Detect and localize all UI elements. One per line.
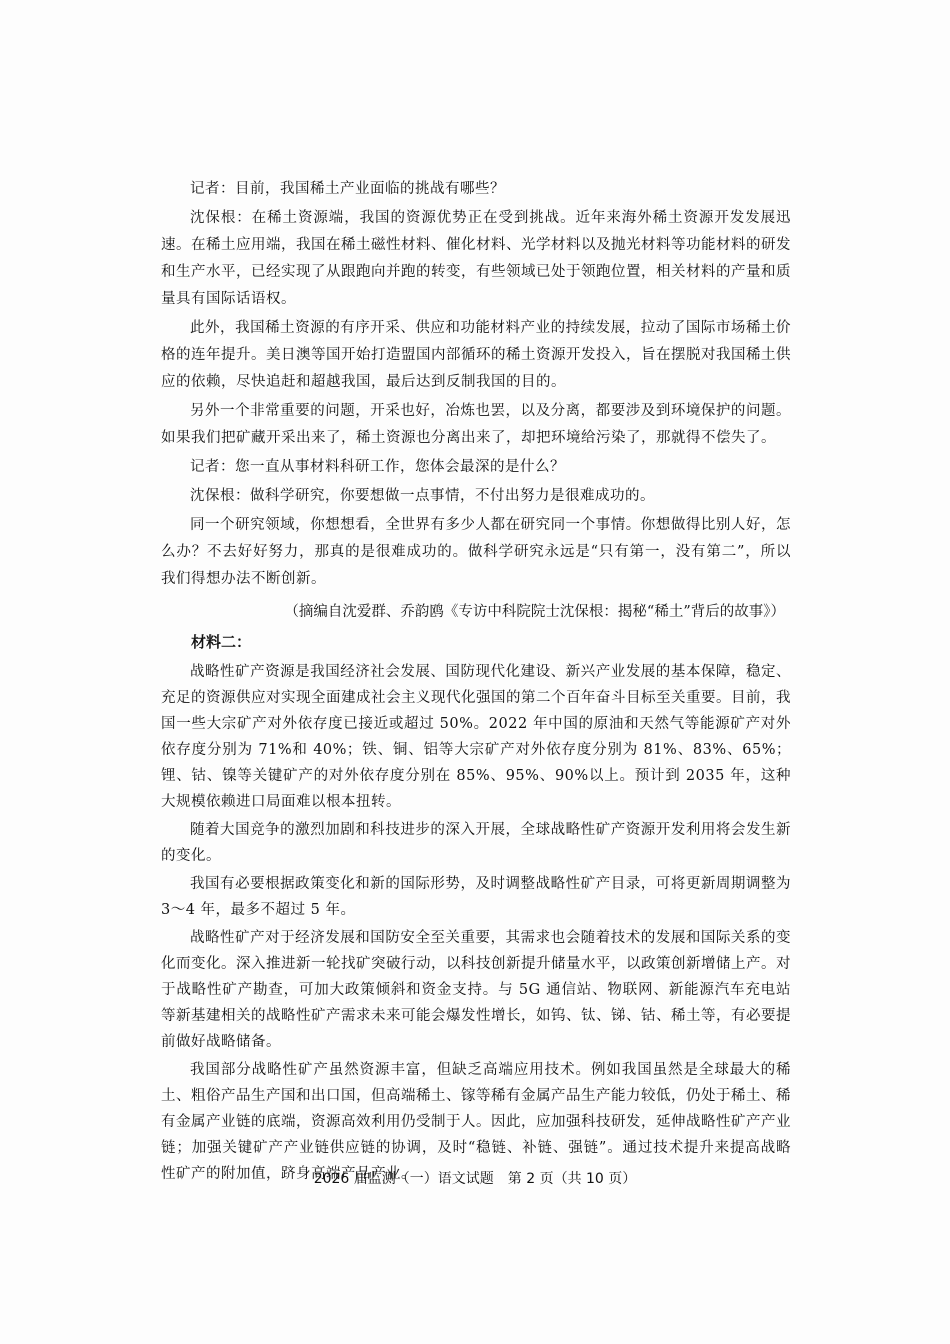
interview-answer-4: 沈保根：做科学研究，你要想做一点事情，不付出努力是很难成功的。 <box>190 488 655 504</box>
interview-question-2: 记者：您一直从事材料科研工作，您体会最深的是什么？ <box>190 459 565 475</box>
interview-answer-5: 同一个研究领域，你想想看，全世界有多少人都在研究同一个事情。你想做得比别人好，怎么办？不去好好努力，那真的是很难成功的。做科学研究永远是“只有第一，没有第二”，所以我们得想办法不断创新。 <box>161 517 791 587</box>
material-two-paragraph: 战略性矿产资源是我国经济社会发展、国防现代化建设、新兴产业发展的基本保障，稳定、充足的资源供应对实现全面建成社会主义现代化强国的第二个百年奋斗目标至关重要。目前，我国一些大宗矿产对外依存度已接近或超过 50%。2022 年中国的原油和天然气等能源矿产对外依存度分别为 71%和 40%；铁、铜、铝等大宗矿产对外依存度分别为 81%、83%、65%；锂、钴、镍等关键矿产的对外依存度分别在 85%、95%、90%以上。预计到 2035 年，这种大规模依赖进口局面难以根本扭转。 <box>161 664 791 810</box>
page-content <box>161 176 791 1189</box>
source-citation: （摘编自沈爱群、乔韵鸥《专访中科院院士沈保根：揭秘“稀土”背后的故事》） <box>284 604 785 620</box>
material-two-heading: 材料二： <box>191 633 252 651</box>
interview-answer-1: 沈保根：在稀土资源端，我国的资源优势正在受到挑战。近年来海外稀土资源开发发展迅速。在稀土应用端，我国在稀土磁性材料、催化材料、光学材料以及抛光材料等功能材料的研发和生产水平，已经实现了从跟跑向并跑的转变，有些领域已处于领跑位置，相关材料的产量和质量具有国际话语权。 <box>161 210 791 307</box>
material-two-paragraph: 我国部分战略性矿产虽然资源丰富，但缺乏高端应用技术。例如我国虽然是全球最大的稀土、粗俗产品生产国和出口国，但高端稀土、镓等稀有金属产品生产能力较低，仍处于稀土、稀有金属产业链的底端，资源高效利用仍受制于人。因此，应加强科技研发，延伸战略性矿产产业链；加强关键矿产产业链供应链的协调，及时“稳链、补链、强链”。通过技术提升来提高战略性矿产的附加值，跻身高端产品产业。 <box>161 1062 791 1182</box>
page-footer: 2026 届监测（一）语文试题 第 2 页（共 10 页） <box>313 1171 637 1187</box>
interview-answer-2: 此外，我国稀土资源的有序开采、供应和功能材料产业的持续发展，拉动了国际市场稀土价格的连年提升。美日澳等国开始打造盟国内部循环的稀土资源开发投入，旨在摆脱对我国稀土供应的依赖，尽快追赶和超越我国，最后达到反制我国的目的。 <box>161 320 791 390</box>
material-two-paragraph: 战略性矿产对于经济发展和国防安全至关重要，其需求也会随着技术的发展和国际关系的变化而变化。深入推进新一轮找矿突破行动，以科技创新提升储量水平，以政策创新增储上产。对于战略性矿产勘查，可加大政策倾斜和资金支持。与 5G 通信站、物联网、新能源汽车充电站等新基建相关的战略性矿产需求未来可能会爆发性增长，如钨、钛、锑、钴、稀土等，有必要提前做好战略储备。 <box>161 930 791 1050</box>
material-two-paragraph: 随着大国竞争的激烈加剧和科技进步的深入开展，全球战略性矿产资源开发利用将会发生新的变化。 <box>161 822 791 864</box>
material-two-paragraph: 我国有必要根据政策变化和新的国际形势，及时调整战略性矿产目录，可将更新周期调整为 3～4 年，最多不超过 5 年。 <box>161 876 791 918</box>
interview-answer-3: 另外一个非常重要的问题，开采也好，冶炼也罢，以及分离，都要涉及到环境保护的问题。如果我们把矿藏开采出来了，稀土资源也分离出来了，却把环境给污染了，那就得不偿失了。 <box>161 403 791 446</box>
interview-question-1: 记者：目前，我国稀土产业面临的挑战有哪些？ <box>190 181 505 197</box>
